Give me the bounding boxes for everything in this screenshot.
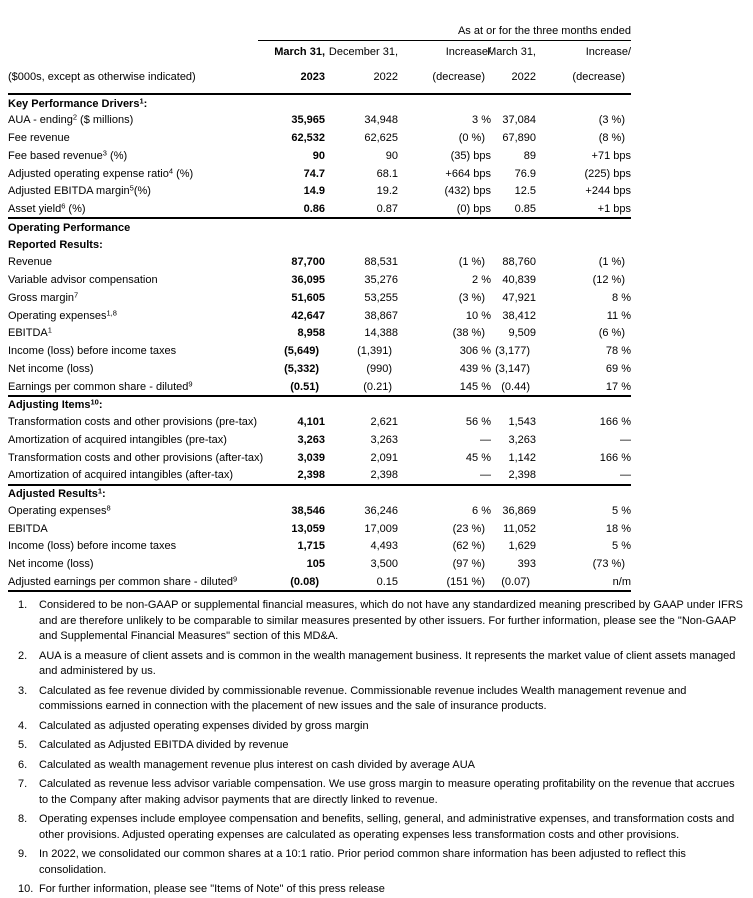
value-cell: (3,177) <box>495 345 530 357</box>
value-cell: 10 % <box>465 309 491 322</box>
value-cell: (62 %) <box>452 540 485 553</box>
value-cell: (0) bps <box>456 203 491 215</box>
footnote-item <box>18 649 753 680</box>
value-cell: 3,263 <box>370 433 398 446</box>
unit-note: ($000s, except as otherwise indicated) <box>8 67 258 94</box>
value-cell: (73 %) <box>592 558 625 570</box>
table-row <box>8 325 631 343</box>
row-label: AUA - ending$^2$ ($ millions) <box>8 112 134 127</box>
value-cell: 9,509 <box>508 327 536 340</box>
footnote-text: Operating expenses include employee compensation and benefits, selling, general, and administrative expenses, and transformation costs and other provisions. Adjusted operating expenses are calculated as operating expenses less transformation costs and other provisions. <box>39 813 735 841</box>
footnote-text: Calculated as revenue less advisor variable compensation. We use gross margin to measure operating profitability on the revenue that accrues to the Company after making advisor payments that are directly linked to revenue. <box>39 778 735 806</box>
value-cell: (35) bps <box>450 149 491 162</box>
value-cell: 35,276 <box>364 274 398 286</box>
value-cell: 76.9 <box>514 167 536 180</box>
value-cell: 62,625 <box>364 132 398 144</box>
row-label: Income (loss) before income taxes <box>8 345 177 357</box>
column-header: March 31, <box>487 46 536 58</box>
value-cell: 439 % <box>459 362 491 375</box>
value-cell: 3,500 <box>370 558 398 570</box>
section-header-row <box>8 396 631 414</box>
value-cell: 90 <box>385 149 398 162</box>
column-header-row-2 <box>8 67 631 94</box>
column-header: December 31, <box>328 46 398 58</box>
value-cell: 12.5 <box>514 185 536 198</box>
value-cell: 1,715 <box>297 540 325 553</box>
value-cell: (0 %) <box>458 132 485 144</box>
value-cell: 166 % <box>599 416 631 428</box>
value-cell: 38,546 <box>291 504 325 517</box>
value-cell: (3 %) <box>598 114 625 127</box>
value-cell: 47,921 <box>502 291 536 304</box>
value-cell: 89 <box>523 149 536 162</box>
value-cell: 5 % <box>612 540 631 553</box>
value-cell: (1 %) <box>598 256 625 269</box>
footnote-item <box>18 847 753 878</box>
footnote-item <box>18 719 753 735</box>
value-cell: 69 % <box>605 362 631 375</box>
value-cell: +71 bps <box>591 149 631 162</box>
table-row <box>8 556 631 574</box>
value-cell: 35,965 <box>291 114 325 127</box>
value-cell: 2,621 <box>370 416 398 428</box>
table-row <box>8 289 631 307</box>
value-cell: — <box>480 469 491 482</box>
value-cell: 2,398 <box>370 469 398 482</box>
row-label: Amortization of acquired intangibles (after-tax) <box>8 469 233 482</box>
value-cell: (1,391) <box>357 345 392 357</box>
row-label: Fee based revenue$^3$ (%) <box>8 148 128 162</box>
row-label: Adjusted earnings per common share - diluted$^9$ <box>8 573 258 591</box>
footnote-number: 9. <box>18 848 28 860</box>
financial-results-table <box>8 14 631 592</box>
value-cell: 17 % <box>605 380 631 393</box>
value-cell: 36,095 <box>291 274 325 286</box>
row-label: Fee revenue <box>8 132 70 144</box>
table-row <box>8 254 631 272</box>
table-row <box>8 573 631 591</box>
table-row <box>8 307 631 325</box>
value-cell: 3,263 <box>297 433 325 446</box>
value-cell: 78 % <box>605 345 631 357</box>
row-label: Variable advisor compensation <box>8 274 158 286</box>
footnote-text: Calculated as adjusted operating expenses divided by gross margin <box>39 719 369 732</box>
value-cell: 14.9 <box>303 185 325 198</box>
footnote-number: 6. <box>18 758 28 771</box>
section-title: Adjusted Results$^1$: <box>8 485 631 503</box>
row-label: Earnings per common share - diluted$^9$ <box>8 379 193 393</box>
footnote-number: 4. <box>18 719 28 732</box>
value-cell: +1 bps <box>597 203 631 215</box>
value-cell: 1,629 <box>508 540 536 553</box>
column-header: Increase/ <box>445 46 491 58</box>
value-cell: (8 %) <box>598 132 625 144</box>
footnotes-section <box>18 598 753 898</box>
value-cell: 34,948 <box>364 114 398 127</box>
value-cell: 4,493 <box>370 540 398 553</box>
value-cell: (6 %) <box>598 327 625 340</box>
row-label: Operating expenses$^{1,8}$ <box>8 308 117 322</box>
footnote-number: 5. <box>18 739 28 751</box>
value-cell: (3 %) <box>458 291 485 304</box>
footnote-number: 3. <box>18 684 28 697</box>
value-cell: (5,649) <box>284 345 319 357</box>
value-cell: (0.08) <box>258 573 325 591</box>
value-cell: 38,412 <box>502 309 536 322</box>
spacer-cell <box>8 14 258 41</box>
value-cell: 6 % <box>472 504 491 517</box>
value-cell: 2 % <box>472 274 491 286</box>
section-title: Key Performance Drivers$^1$: <box>8 96 148 110</box>
section-title: Operating Performance <box>8 218 631 236</box>
row-label: Transformation costs and other provisions (pre-tax) <box>8 416 258 428</box>
value-cell: 2,091 <box>370 451 398 464</box>
row-label: Transformation costs and other provisions (after-tax) <box>8 451 264 464</box>
value-cell: 3 % <box>472 114 491 127</box>
column-header-row-1 <box>8 41 631 68</box>
value-cell: (225) bps <box>584 167 631 180</box>
table-row <box>8 360 631 378</box>
column-header: (decrease) <box>398 67 491 94</box>
value-cell: 2,398 <box>297 469 325 482</box>
value-cell: 74.7 <box>303 167 325 180</box>
table-row <box>8 165 631 183</box>
footnote-number: 10. <box>18 883 34 895</box>
span-header: As at or for the three months ended <box>258 14 631 41</box>
footnote-text: Calculated as Adjusted EBITDA divided by revenue <box>39 739 289 751</box>
value-cell: +244 bps <box>585 185 631 198</box>
section-header-row <box>8 236 631 254</box>
value-cell: 68.1 <box>376 167 398 180</box>
value-cell: (23 %) <box>452 522 485 535</box>
table-row <box>8 272 631 290</box>
value-cell: (12 %) <box>592 274 625 286</box>
value-cell: — <box>480 433 491 446</box>
table-row <box>8 201 631 219</box>
value-cell: 36,246 <box>364 504 398 517</box>
value-cell: (151 %) <box>398 573 491 591</box>
footnote-item <box>18 758 753 774</box>
row-label: Net income (loss) <box>8 558 94 570</box>
column-header: 2023 <box>258 67 325 94</box>
row-label: Amortization of acquired intangibles (pre-tax) <box>8 433 227 446</box>
value-cell: 8 % <box>612 291 631 304</box>
section-header-row <box>8 218 631 236</box>
value-cell: 0.87 <box>376 203 398 215</box>
column-header: (decrease) <box>536 67 631 94</box>
row-label: EBITDA <box>8 522 48 535</box>
value-cell: 145 % <box>459 380 491 393</box>
footnote-text: In 2022, we consolidated our common shares at a 10:1 ratio. Prior period common share information has been adjusted to reflect this consolidation. <box>39 848 686 876</box>
footnote-text: Calculated as wealth management revenue plus interest on cash divided by average AUA <box>39 758 475 771</box>
value-cell: (1 %) <box>458 256 485 269</box>
footnote-item <box>18 598 753 645</box>
value-cell: 4,101 <box>297 416 325 428</box>
value-cell: 11,052 <box>503 522 536 535</box>
value-cell: 2,398 <box>508 469 536 482</box>
section-header-row <box>8 485 631 503</box>
row-label: Revenue <box>8 256 53 269</box>
row-label: Asset yield$^6$ (%) <box>8 201 86 215</box>
value-cell: 306 % <box>459 345 491 357</box>
footnote-text: Considered to be non-GAAP or supplemental financial measures, which do not have any standardized meaning prescribed by GAAP under IFRS and are therefore unlikely to be comparable to similar measures presented by other issuers. For further information, please see the "Non-GAAP and Supplemental Financial Measures" section of this MD&A. <box>39 599 743 642</box>
value-cell: 90 <box>312 149 325 162</box>
footnote-number: 2. <box>18 649 28 662</box>
value-cell: 105 <box>306 558 325 570</box>
footnote-item <box>18 777 753 808</box>
value-cell: 19.2 <box>376 185 398 198</box>
value-cell: (990) <box>366 362 392 375</box>
footnote-number: 8. <box>18 813 28 825</box>
column-header: 2022 <box>325 67 398 94</box>
table-row <box>8 431 631 449</box>
value-cell: (38 %) <box>452 327 485 340</box>
value-cell: 40,839 <box>502 274 536 286</box>
value-cell: 88,760 <box>502 256 536 269</box>
table-row <box>8 343 631 361</box>
value-cell: n/m <box>536 573 631 591</box>
table-row <box>8 467 631 485</box>
value-cell: — <box>620 469 631 482</box>
row-label: Adjusted EBITDA margin$^5$(%) <box>8 183 151 198</box>
row-label: EBITDA$^1$ <box>8 325 52 340</box>
value-cell: 3,263 <box>508 433 536 446</box>
value-cell: 87,700 <box>291 256 325 269</box>
column-header: March 31, <box>274 46 325 58</box>
table-row <box>8 538 631 556</box>
row-label: Income (loss) before income taxes <box>8 540 177 553</box>
table-row <box>8 130 631 148</box>
value-cell: (0.07) <box>491 573 536 591</box>
row-label: Net income (loss) <box>8 362 94 375</box>
footnote-text: For further information, please see "Items of Note" of this press release <box>39 883 385 895</box>
footnote-number: 1. <box>18 599 28 611</box>
value-cell: 14,388 <box>364 327 398 340</box>
footnote-text: AUA is a measure of client assets and is common in the wealth management business. It represents the market value of client assets managed and administered by us. <box>39 649 736 677</box>
span-header-row <box>8 14 631 41</box>
table-row <box>8 520 631 538</box>
table-row <box>8 183 631 201</box>
table-row <box>8 449 631 467</box>
value-cell: 13,059 <box>291 522 325 535</box>
value-cell: — <box>620 433 631 446</box>
table-row <box>8 502 631 520</box>
value-cell: +664 bps <box>445 167 491 180</box>
value-cell: 38,867 <box>364 309 398 322</box>
table-row <box>8 414 631 432</box>
section-title: Reported Results: <box>8 238 103 251</box>
section-header-row <box>8 94 631 112</box>
row-label: Adjusted operating expense ratio$^4$ (%) <box>8 166 194 180</box>
value-cell: (0.51) <box>290 380 319 393</box>
value-cell: 42,647 <box>291 309 325 322</box>
value-cell: 166 % <box>599 451 631 464</box>
table-row <box>8 378 631 396</box>
table-row <box>8 112 631 130</box>
value-cell: 88,531 <box>364 256 398 269</box>
value-cell: 56 % <box>465 416 491 428</box>
footnote-item <box>18 812 753 843</box>
value-cell: 62,532 <box>291 132 325 144</box>
row-label: Operating expenses$^8$ <box>8 503 111 517</box>
value-cell: (0.44) <box>501 380 530 393</box>
footnote-text: Calculated as fee revenue divided by commissionable revenue. Commissionable revenue includes Wealth management revenue and commissions earned in connection with the placement of new issues and the sale of insurance products. <box>39 684 687 712</box>
value-cell: 1,142 <box>508 451 536 464</box>
footnote-item <box>18 738 753 754</box>
value-cell: 11 % <box>606 309 631 322</box>
value-cell: (0.21) <box>363 380 392 393</box>
value-cell: (432) bps <box>444 185 491 198</box>
value-cell: 67,890 <box>502 132 536 144</box>
spacer-cell <box>8 41 258 68</box>
column-header: 2022 <box>491 67 536 94</box>
value-cell: 45 % <box>465 451 491 464</box>
value-cell: 0.85 <box>514 203 536 215</box>
value-cell: 0.15 <box>325 573 398 591</box>
value-cell: 37,084 <box>502 114 536 127</box>
table-row <box>8 147 631 165</box>
value-cell: 36,869 <box>502 504 536 517</box>
value-cell: 17,009 <box>364 522 398 535</box>
row-label: Gross margin$^7$ <box>8 290 79 304</box>
column-header: Increase/ <box>585 46 631 58</box>
value-cell: 1,543 <box>508 416 536 428</box>
value-cell: 18 % <box>605 522 631 535</box>
value-cell: 5 % <box>612 504 631 517</box>
section-title: Adjusting Items$^{10}$: <box>8 396 631 414</box>
footnote-number: 7. <box>18 778 28 790</box>
footnote-item <box>18 882 753 898</box>
footnote-item <box>18 684 753 715</box>
value-cell: 3,039 <box>297 451 325 464</box>
value-cell: 0.86 <box>303 203 325 215</box>
value-cell: (3,147) <box>495 362 530 375</box>
value-cell: (97 %) <box>452 558 485 570</box>
value-cell: 8,958 <box>297 327 325 340</box>
value-cell: 393 <box>517 558 536 570</box>
value-cell: (5,332) <box>284 362 319 375</box>
value-cell: 51,605 <box>291 291 325 304</box>
value-cell: 53,255 <box>364 291 398 304</box>
